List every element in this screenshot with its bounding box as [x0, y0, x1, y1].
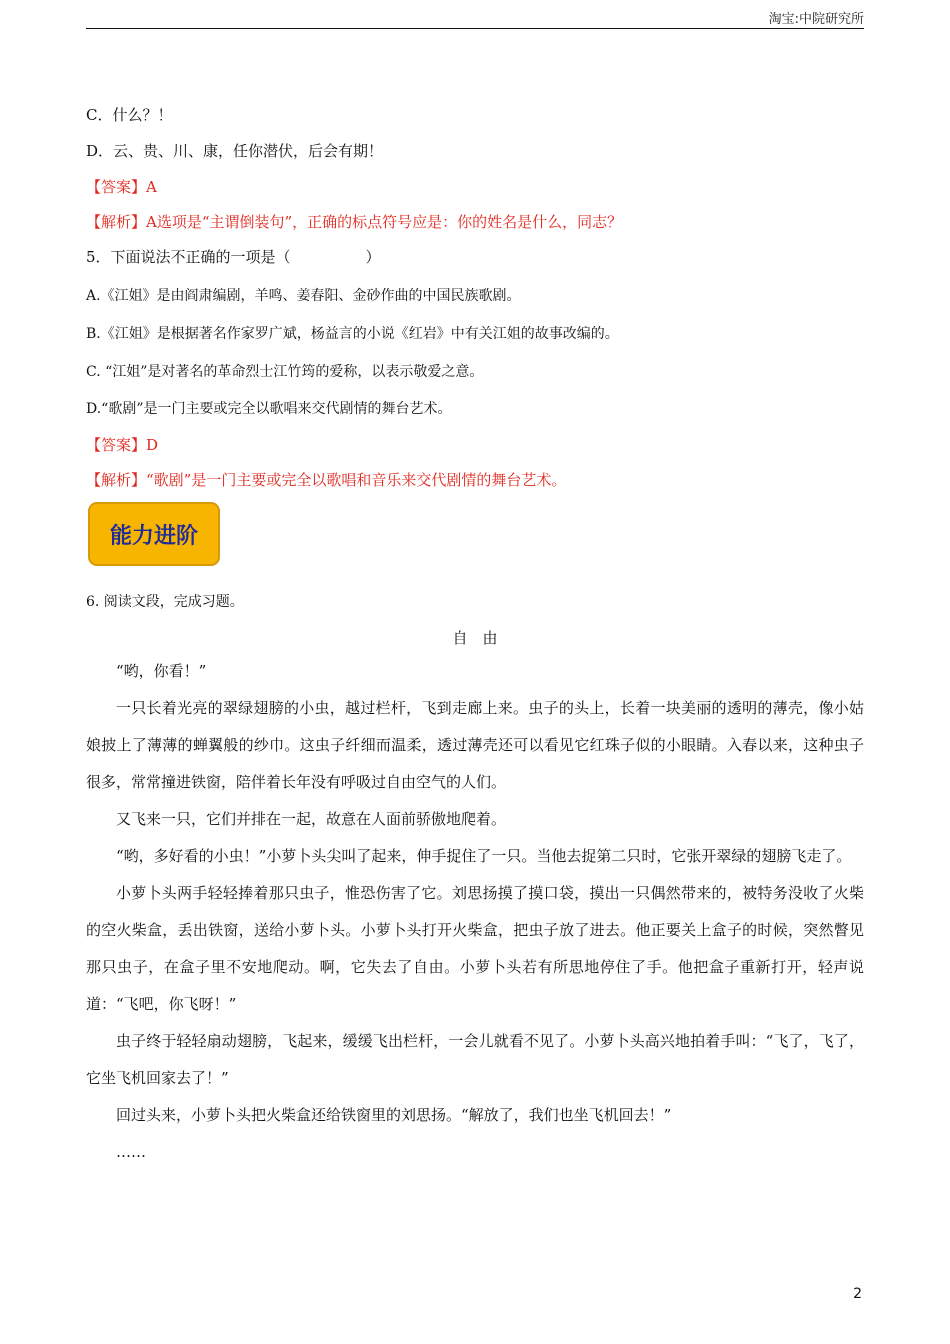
- passage-ellipsis: ……: [116, 1143, 146, 1161]
- q5-option-c: C. “江姐”是对著名的革命烈士江竹筠的爱称，以表示敬爱之意。: [86, 364, 484, 380]
- section-badge: 能力进阶: [88, 502, 220, 566]
- passage-paragraph: 虫子终于轻轻扇动翅膀，飞起来，缓缓飞出栏杆，一会儿就看不见了。小萝卜头高兴地拍着手叫：“飞了，飞了，它坐飞机回家去了！”: [86, 1032, 864, 1087]
- passage-paragraph: 又飞来一只，它们并排在一起，故意在人面前骄傲地爬着。: [116, 810, 507, 828]
- q4-option-c: C．什么？！: [86, 106, 173, 124]
- passage: [86, 653, 864, 1171]
- q5-stem: 5．下面说法不正确的一项是（ ）: [86, 248, 381, 266]
- q5-option-a: A.《江姐》是由阎肃编剧，羊鸣、姜春阳、金砂作曲的中国民族歌剧。: [86, 288, 521, 304]
- q5-option-d: D.“歌剧”是一门主要或完全以歌唱来交代剧情的舞台艺术。: [86, 401, 452, 417]
- page-number: 2: [853, 1286, 862, 1302]
- q5-analysis: 【解析】“歌剧”是一门主要或完全以歌唱和音乐来交代剧情的舞台艺术。: [86, 471, 567, 489]
- header-source: 淘宝:中院研究所: [768, 12, 864, 27]
- passage-paragraph: 小萝卜头两手轻轻捧着那只虫子，惟恐伤害了它。刘思扬摸了摸口袋，摸出一只偶然带来的，被特务没收了火柴的空火柴盒，丢出铁窗，送给小萝卜头。小萝卜头打开火柴盒，把虫子放了进去。他正要关上盒子的时候，突然瞥见那只虫子，在盒子里不安地爬动。啊，它失去了自由。小萝卜头若有所思地停住了手。他把盒子重新打开，轻声说道：“飞吧，你飞呀！”: [86, 884, 864, 1013]
- q4-option-d: D．云、贵、川、康，任你潜伏，后会有期！: [86, 142, 384, 160]
- passage-title: 自由: [452, 629, 513, 647]
- q4-answer: 【答案】A: [86, 178, 157, 196]
- passage-paragraph: 一只长着光亮的翠绿翅膀的小虫，越过栏杆，飞到走廊上来。虫子的头上，长着一块美丽的透明的薄壳，像小姑娘披上了薄薄的蝉翼般的纱巾。这虫子纤细而温柔，透过薄壳还可以看见它红珠子似的小眼睛。入春以来，这种虫子很多，常常撞进铁窗，陪伴着长年没有呼吸过自由空气的人们。: [86, 699, 864, 791]
- q5-option-b: B.《江姐》是根据著名作家罗广斌，杨益言的小说《红岩》中有关江姐的故事改编的。: [86, 326, 619, 342]
- passage-paragraph: 回过头来，小萝卜头把火柴盒还给铁窗里的刘思扬。“解放了，我们也坐飞机回去！”: [116, 1106, 672, 1124]
- q4-analysis: 【解析】A选项是“主谓倒装句”，正确的标点符号应是：你的姓名是什么，同志？: [86, 213, 623, 231]
- q6-stem: 6. 阅读文段，完成习题。: [86, 594, 244, 610]
- passage-paragraph: “哟，你看！”: [116, 662, 207, 680]
- header-divider: [86, 28, 864, 29]
- q5-answer: 【答案】D: [86, 436, 159, 454]
- passage-paragraph: “哟，多好看的小虫！”小萝卜头尖叫了起来，伸手捉住了一只。当他去捉第二只时，它张开翠绿的翅膀飞走了。: [116, 847, 852, 865]
